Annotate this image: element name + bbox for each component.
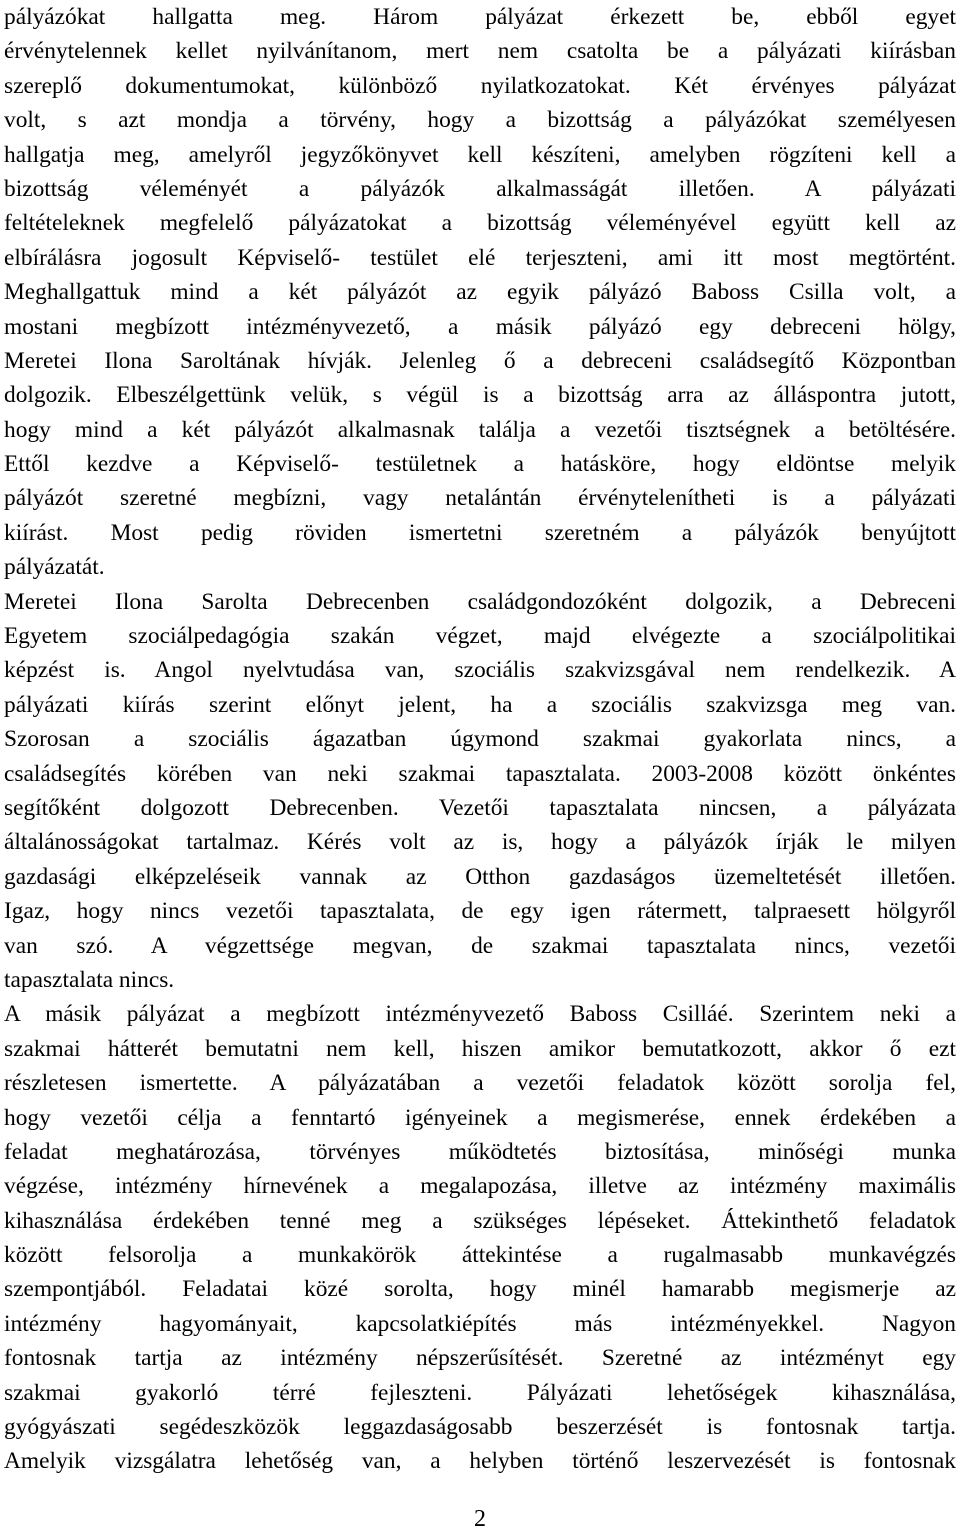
text-line: Igaz, hogy nincs vezetői tapasztalata, de egy igen rátermett, talpraesett hölgyről bbox=[4, 898, 956, 925]
text-line: Meghallgattuk mind a két pályázót az egyik pályázó Baboss Csilla volt, a bbox=[4, 279, 956, 306]
text-line: érvénytelennek kellet nyilvánítanom, mert nem csatolta be a pályázati kiírásban bbox=[4, 38, 956, 65]
text-line: pályázati kiírás szerint előnyt jelent, ha a szociális szakvizsga meg van. bbox=[4, 691, 956, 718]
text-line: hallgatja meg, amelyről jegyzőkönyvet kell készíteni, amelyben rögzíteni kell a bbox=[4, 141, 956, 168]
text-line: Meretei Ilona Sarolta Debrecenben családgondozóként dolgozik, a Debreceni bbox=[4, 588, 956, 615]
text-line: elbírálásra jogosult Képviselő- testület elé terjeszteni, ami itt most megtörtént. bbox=[4, 244, 956, 271]
text-line: bizottság véleményét a pályázók alkalmasságát illetően. A pályázati bbox=[4, 175, 956, 202]
text-line: szakmai hátterét bemutatni nem kell, hiszen amikor bemutatkozott, akkor ő ezt bbox=[4, 1035, 956, 1062]
page-number: 2 bbox=[474, 1506, 486, 1532]
text-line: Meretei Ilona Saroltának hívják. Jelenleg ő a debreceni családsegítő Központban bbox=[4, 347, 956, 374]
text-line: fontosnak tartja az intézmény népszerűsítését. Szeretné az intézményt egy bbox=[4, 1345, 956, 1372]
text-line: kiírást. Most pedig röviden ismertetni szeretném a pályázók benyújtott bbox=[4, 519, 956, 546]
text-line: A másik pályázat a megbízott intézményvezető Baboss Csilláé. Szerintem neki a bbox=[4, 1001, 956, 1028]
text-line: Amelyik vizsgálatra lehetőség van, a helyben történő leszervezését is fontosnak bbox=[4, 1448, 956, 1475]
text-line: tapasztalata nincs. bbox=[4, 966, 175, 993]
text-line: szempontjából. Feladatai közé sorolta, hogy minél hamarabb megismerje az bbox=[4, 1276, 956, 1303]
text-line: szakmai gyakorló térré fejleszteni. Pályázati lehetőségek kihasználása, bbox=[4, 1379, 956, 1406]
text-line: végzése, intézmény hírnevének a megalapozása, illetve az intézmény maximális bbox=[4, 1173, 956, 1200]
text-line: mostani megbízott intézményvezető, a másik pályázó egy debreceni hölgy, bbox=[4, 313, 956, 340]
text-line: dolgozik. Elbeszélgettünk velük, s végül is a bizottság arra az álláspontra jutott, bbox=[4, 382, 956, 409]
text-line: intézmény hagyományait, kapcsolatkiépítés más intézményekkel. Nagyon bbox=[4, 1310, 956, 1337]
text-line: feladat meghatározása, törvényes működtetés biztosítása, minőségi munka bbox=[4, 1138, 956, 1165]
text-line: részletesen ismertette. A pályázatában a vezetői feladatok között sorolja fel, bbox=[4, 1070, 956, 1097]
text-line: segítőként dolgozott Debrecenben. Vezetői tapasztalata nincsen, a pályázata bbox=[4, 794, 956, 821]
text-line: hogy vezetői célja a fenntartó igényeinek a megismerése, ennek érdekében a bbox=[4, 1104, 956, 1131]
text-line: gyógyászati segédeszközök leggazdaságosabb beszerzését is fontosnak tartja. bbox=[4, 1414, 956, 1441]
text-line: családsegítés körében van neki szakmai tapasztalata. 2003-2008 között önkéntes bbox=[4, 760, 956, 787]
body-text bbox=[4, 0, 956, 1479]
text-line: volt, s azt mondja a törvény, hogy a bizottság a pályázókat személyesen bbox=[4, 107, 956, 134]
text-line: feltételeknek megfelelő pályázatokat a bizottság véleményével együtt kell az bbox=[4, 210, 956, 237]
text-line: Egyetem szociálpedagógia szakán végzet, majd elvégezte a szociálpolitikai bbox=[4, 623, 956, 650]
text-line: Ettől kezdve a Képviselő- testületnek a hatásköre, hogy eldöntse melyik bbox=[4, 451, 956, 478]
text-line: általánosságokat tartalmaz. Kérés volt az is, hogy a pályázók írják le milyen bbox=[4, 829, 956, 856]
text-line: képzést is. Angol nyelvtudása van, szociális szakvizsgával nem rendelkezik. A bbox=[4, 657, 956, 684]
text-line: Szorosan a szociális ágazatban úgymond szakmai gyakorlata nincs, a bbox=[4, 726, 956, 753]
text-line: pályázót szeretné megbízni, vagy netalántán érvénytelenítheti is a pályázati bbox=[4, 485, 956, 512]
text-line: szereplő dokumentumokat, különböző nyilatkozatokat. Két érvényes pályázat bbox=[4, 72, 956, 99]
text-line: között felsorolja a munkakörök áttekintése a rugalmasabb munkavégzés bbox=[4, 1242, 956, 1269]
text-line: hogy mind a két pályázót alkalmasnak találja a vezetői tisztségnek a betöltésére. bbox=[4, 416, 956, 443]
text-line: kihasználása érdekében tenné meg a szükséges lépéseket. Áttekinthető feladatok bbox=[4, 1207, 956, 1234]
text-line: pályázókat hallgatta meg. Három pályázat érkezett be, ebből egyet bbox=[4, 4, 956, 30]
text-line: gazdasági elképzeléseik vannak az Otthon gazdaságos üzemeltetését illetően. bbox=[4, 863, 956, 890]
text-line: van szó. A végzettsége megvan, de szakmai tapasztalata nincs, vezetői bbox=[4, 932, 956, 959]
text-line: pályázatát. bbox=[4, 554, 105, 581]
